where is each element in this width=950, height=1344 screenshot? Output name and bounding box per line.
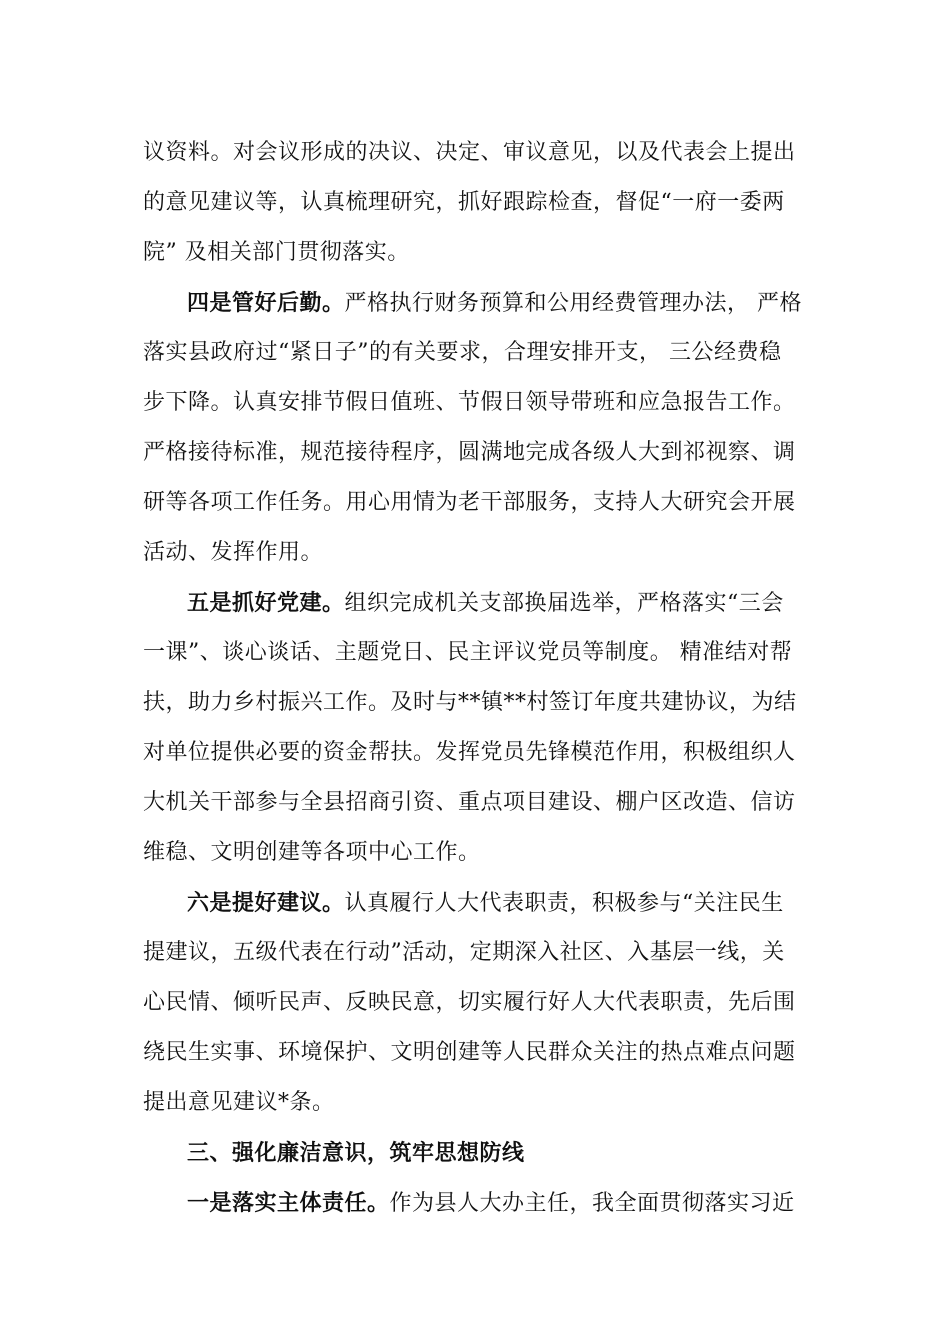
text-line: 研等各项工作任务。用心用情为老干部服务，支持人大研究会开展 (143, 490, 796, 515)
chapter-three-heading-line (143, 1128, 807, 1178)
text-run: 作为县人大办主任，我全面贯彻落实习近 (389, 1191, 795, 1216)
text-line: 心民情、倾听民声、反映民意，切实履行好人大代表职责，先后围 (143, 990, 796, 1015)
chapter-three-heading: 三、强化廉洁意识，筑牢思想防线 (187, 1140, 525, 1166)
item-one-heading: 一是落实主体责任。 (187, 1190, 390, 1216)
text-line: 扶，助力乡村振兴工作。及时与**镇**村签订年度共建协议，为结 (143, 690, 797, 715)
text-line: 活动、发挥作用。 (143, 540, 324, 565)
section-five-first-line (143, 578, 807, 628)
text-line: 落实县政府过“紧日子”的有关要求，合理安排开支， 三公经费稳 (143, 340, 782, 365)
item-one-first-line (143, 1178, 807, 1228)
text-line: 提出意见建议*条。 (143, 1090, 335, 1115)
text-run: 组织完成机关支部换届选举，严格落实“三会 (344, 591, 784, 616)
text-line: 一课”、谈心谈话、主题党日、民主评议党员等制度。 精准结对帮 (143, 640, 793, 665)
section-four-first-line (143, 278, 807, 328)
text-line: 的意见建议等，认真梳理研究，抓好跟踪检查，督促“一府一委两 (143, 190, 785, 215)
text-line: 绕民生实事、环境保护、文明创建等人民群众关注的热点难点问题 (143, 1040, 796, 1065)
text-line: 步下降。认真安排节假日值班、节假日领导带班和应急报告工作。 (143, 390, 796, 415)
text-line: 议资料。对会议形成的决议、决定、审议意见，以及代表会上提出 (143, 140, 796, 165)
text-line: 对单位提供必要的资金帮扶。发挥党员先锋模范作用，积极组织人 (143, 740, 796, 765)
text-run: 严格执行财务预算和公用经费管理办法， 严格 (344, 291, 803, 316)
section-six-first-line (143, 878, 807, 928)
text-line: 严格接待标准，规范接待程序，圆满地完成各级人大到祁视察、调 (143, 440, 796, 465)
text-line: 维稳、文明创建等各项中心工作。 (143, 840, 481, 865)
text-line: 大机关干部参与全县招商引资、重点项目建设、棚户区改造、信访 (143, 790, 796, 815)
text-line: 提建议，五级代表在行动”活动，定期深入社区、入基层一线，关 (143, 940, 785, 965)
section-four-heading: 四是管好后勤。 (187, 290, 345, 316)
document-page (143, 128, 807, 1228)
section-six-heading: 六是提好建议。 (187, 890, 345, 916)
text-line: 院” 及相关部门贯彻落实。 (143, 240, 410, 265)
section-five-heading: 五是抓好党建。 (187, 590, 345, 616)
text-run: 认真履行人大代表职责，积极参与“关注民生 (344, 891, 784, 916)
